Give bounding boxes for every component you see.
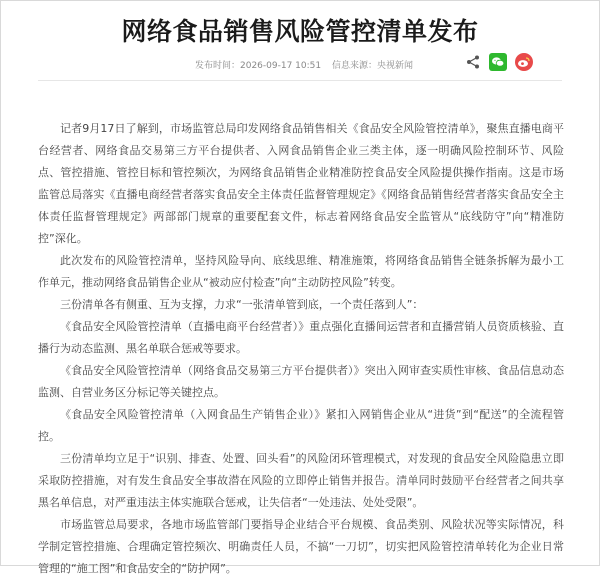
paragraph: 三份清单均立足于“识别、排查、处置、回头看”的风险闭环管理模式，对发现的食品安全风险隐患立即采取防控措施，对有发生食品安全事故潜在风险的立即停止销售并报告。清单同时鼓励平台经营者之间共享黑名单信息，对严重违法主体实施联合惩戒，让失信者“一处违法、处处受限”。	[38, 452, 564, 509]
share-icon[interactable]	[464, 54, 481, 71]
paragraph: 三份清单各有侧重、互为支撑，力求“一张清单管到底，一个责任落到人”：	[60, 298, 424, 311]
article-title: 网络食品销售风险管控清单发布	[121, 17, 479, 46]
article-source: 信息来源：央视新闻	[331, 61, 413, 71]
paragraph: 《食品安全风险管控清单（入网食品生产销售企业）》紧扣入网销售企业从“进货”到“配送”的全流程管控。	[38, 408, 564, 443]
paragraph: 《食品安全风险管控清单（网络食品交易第三方平台提供者）》突出入网审查实质性审核、食品信息动态监测、自营业务区分标记等关键控点。	[38, 364, 564, 399]
article-meta	[195, 58, 421, 71]
article-body	[38, 118, 564, 580]
wechat-icon[interactable]	[489, 53, 507, 71]
paragraph: 此次发布的风险管控清单，坚持风险导向、底线思维、精准施策，将网络食品销售全链条拆解为最小工作单元，推动网络食品销售企业从“被动应付检查”向“主动防控风险”转变。	[38, 254, 564, 289]
publish-time: 发布时间：2026-09-17 10:51	[195, 61, 322, 71]
weibo-icon[interactable]	[515, 53, 533, 71]
paragraph: 记者9月17日了解到，市场监管总局印发网络食品销售相关《食品安全风险管控清单》，聚焦直播电商平台经营者、网络食品交易第三方平台提供者、入网食品销售企业三类主体，逐一明确风险控制环节、风险点、管控措施、管控目标和管控频次，为网络食品销售企业精准防控食品安全风险提供操作指南。这是市场监管总局落实《直播电商经营者落实食品安全主体责任监督管理规定》《网络食品销售经营者落实食品安全主体责任监督管理规定》两部部门规章的重要配套文件，标志着网络食品安全监管从“底线防守”向“精准防控”深化。	[38, 122, 564, 245]
paragraph: 市场监管总局要求，各地市场监管部门要指导企业结合平台规模、食品类别、风险状况等实际情况，科学制定管控措施、合理确定管控频次、明确责任人员，不搞“一刀切”，切实把风险管控清单转化为企业日常管理的“施工图”和食品安全的“防护网”。	[38, 518, 564, 575]
paragraph: 《食品安全风险管控清单（直播电商平台经营者）》重点强化直播间运营者和直播营销人员资质核验、直播行为动态监测、黑名单联合惩戒等要求。	[38, 320, 564, 355]
share-bar	[464, 52, 533, 72]
header-divider	[38, 80, 562, 81]
